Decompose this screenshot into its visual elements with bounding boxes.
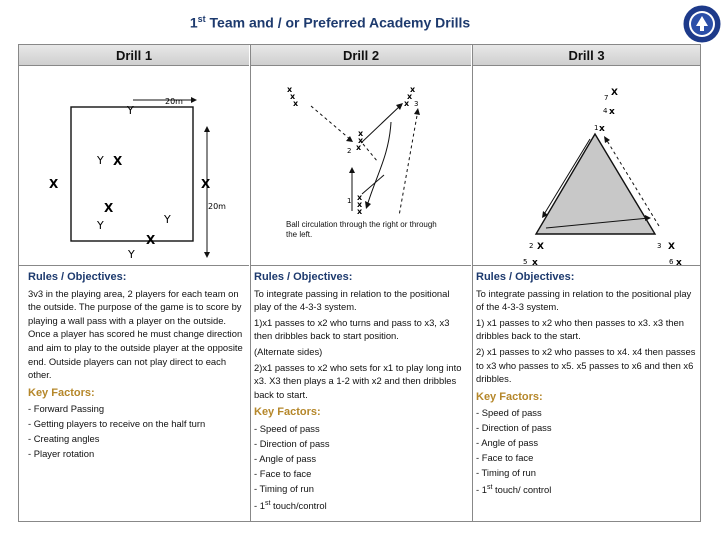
drill3-factor-touch-post: touch/ control (492, 484, 552, 496)
drill3-rules-para: 1) x1 passes to x2 who then passes to x3. x3 then dribbles back to the start. (476, 316, 684, 342)
drill3-x-4: x (609, 107, 615, 117)
drill3-factor-touch-sup: st (486, 484, 493, 492)
drill2-num-2: 2 (347, 147, 352, 155)
drill2-curve-run (367, 122, 391, 206)
drill3-rules-para: 2) x1 passes to x2 who passes to x4. x4 then passes to x3 who passes to x5. x5 passes to x6 and then x6 dribbles. (476, 345, 696, 385)
drill2-text (251, 266, 471, 513)
drill1-dist-top-label: 20m (165, 97, 183, 106)
drill1-rules-heading: Rules / Objectives: (28, 271, 127, 283)
drill2-arrow-diag (361, 105, 401, 143)
drill1-y-center-right: Y (164, 213, 171, 226)
drill1-column (19, 45, 249, 521)
drill2-dashed-run-2 (363, 144, 378, 162)
drill1-x-left-inner: X (113, 154, 123, 168)
drill1-y-top: Y (127, 104, 134, 117)
drill3-arrowhead-2-to-3 (645, 215, 651, 221)
drill2-rules-heading: Rules / Objectives: (254, 271, 353, 283)
drill3-rules-heading: Rules / Objectives: (476, 271, 575, 283)
title-text-start: 1 (189, 14, 198, 31)
drill2-factor: - Face to face (254, 467, 312, 479)
drill2-arrowhead-dashed-3 (414, 108, 420, 115)
drill3-column (472, 45, 700, 521)
drill2-heading: Drill 2 (251, 45, 471, 66)
drill2-rules-para: 2)x1 passes to x2 who sets for x1 to play long into x3. X3 then plays a 1-2 with x2 and then dribbles back to start. (254, 361, 462, 400)
drill2-x-tr-3: x (404, 99, 410, 108)
drill3-diagram (473, 66, 700, 266)
drill1-x-bottom: X (146, 233, 156, 247)
drill2-x-tl-3: x (293, 99, 299, 108)
drill2-x-tr-2: x (407, 92, 413, 101)
drill3-x-7: X (611, 88, 618, 98)
drill2-column (250, 45, 471, 521)
drill2-arrowhead-up (349, 167, 355, 173)
drill2-factor-touch-sup: st (264, 499, 271, 507)
drill3-heading: Drill 3 (473, 45, 700, 66)
drill1-dim-right-arrowhead-top (204, 126, 210, 132)
drill3-rules-para: To integrate passing in relation to the positional play of the 4-3-3 system. (476, 287, 692, 313)
drill2-factor-touch-post: touch/control (270, 499, 327, 511)
drill3-factor: - Angle of pass (476, 437, 539, 449)
drill1-text (19, 266, 249, 461)
drill2-caption: Ball circulation through the right or through the left. (286, 220, 437, 239)
drill3-x-5: x (532, 258, 538, 266)
drill1-x-outside-right: X (201, 177, 211, 191)
drill3-factor: - Face to face (476, 452, 534, 464)
drill2-rules-para: To integrate passing in relation to the positional play of the 4-3-3 system. (254, 287, 450, 313)
drill2-x-mid-2: x (358, 136, 364, 145)
drill2-factor-touch (254, 497, 467, 513)
page-title (150, 14, 510, 31)
drill3-text (473, 266, 700, 497)
drill2-dashed-run-3 (399, 110, 418, 216)
drill3-num-5: 5 (523, 258, 528, 266)
drill1-dim-right-arrowhead-bottom (204, 252, 210, 258)
drill1-x-outside-left: X (49, 177, 59, 191)
drill2-arrowhead-dashed-1 (346, 136, 353, 142)
drill1-factor: - Forward Passing (28, 403, 105, 415)
drill3-num-7: 7 (604, 94, 609, 102)
drill1-dim-top-arrowhead (191, 97, 197, 103)
drill2-x-bot-1: x (357, 193, 363, 202)
drill3-diagram-svg (473, 66, 701, 266)
drill3-x-3: X (668, 242, 675, 252)
drill3-num-2: 2 (529, 242, 534, 250)
title-text-end: Team and / or Preferred Academy Drills (205, 14, 471, 31)
drill1-diagram (19, 66, 249, 266)
drill3-num-6: 6 (669, 258, 674, 266)
drill1-diagram-svg (19, 66, 249, 266)
drill1-pitch (71, 107, 193, 241)
drill3-arrowhead-dribble (604, 136, 610, 143)
drill2-dashed-run-1 (311, 106, 351, 140)
drill1-factor: - Creating angles (28, 433, 100, 445)
drill1-rules-text: 3v3 in the playing area, 2 players for each team on the outside. The purpose of the game is to score by playing a wall pass with a player on the outside. Once a player has scored he must change direction and aim to play to the outside player at the opposite end. Outside players can not play direct to each other. (28, 287, 243, 381)
drills-sheet (18, 44, 701, 522)
drill2-x-tl-2: x (290, 92, 296, 101)
drill2-key-heading: Key Factors: (254, 406, 321, 419)
drill3-x-1: x (599, 124, 605, 134)
drill3-key-heading: Key Factors: (476, 390, 543, 403)
drill2-factor: - Speed of pass (254, 422, 320, 434)
drill2-x-mid-1: x (358, 129, 364, 138)
drill2-x-tl-1: x (287, 85, 293, 94)
drill1-dist-right-label: 20m (208, 202, 226, 211)
drill2-factor: - Direction of pass (254, 437, 330, 449)
drill1-y-center-left: Y (97, 219, 104, 232)
club-crest-logo (682, 4, 722, 44)
drill3-factor-touch (476, 481, 696, 497)
drill1-factor: - Getting players to receive on the half turn (28, 418, 206, 430)
drill3-x-6: x (676, 258, 682, 266)
drill2-x-tr-1: x (410, 85, 416, 94)
drill3-factor: - Speed of pass (476, 407, 542, 419)
drill3-factor: - Timing of run (476, 467, 536, 479)
drill3-factor-touch-pre: - 1 (476, 484, 487, 496)
drill2-factor: - Angle of pass (254, 452, 317, 464)
drill2-x-bot-2: x (357, 200, 363, 209)
drill1-factor: - Player rotation (28, 448, 95, 460)
drill3-num-1: 1 (594, 124, 599, 132)
drill2-rules-para: (Alternate sides) (254, 345, 323, 357)
drill2-x-bot-3: x (357, 207, 363, 216)
drill2-num-1: 1 (347, 197, 352, 205)
drill3-factor: - Direction of pass (476, 422, 552, 434)
drill2-rules-para: 1)x1 passes to x2 who turns and pass to x3, x3 then dribbles back to start position. (254, 316, 450, 342)
drill2-factor: - Timing of run (254, 482, 314, 494)
drill1-heading: Drill 1 (19, 45, 249, 66)
drill1-y-bottom: Y (128, 248, 135, 261)
drill3-num-4: 4 (603, 107, 608, 115)
drill1-key-heading: Key Factors: (28, 386, 95, 399)
drill2-x-mid-3: x (356, 143, 362, 152)
drill2-arrow-side (362, 175, 384, 194)
drill2-num-3: 3 (414, 100, 419, 108)
drill3-num-3: 3 (657, 242, 662, 250)
drill1-x-center: X (104, 201, 114, 215)
drill1-y-left: Y (97, 154, 104, 167)
drill2-factor-touch-pre: - 1 (254, 499, 265, 511)
drill2-diagram (251, 66, 471, 266)
title-superscript: st (197, 14, 206, 24)
drill3-x-2: X (537, 242, 544, 252)
